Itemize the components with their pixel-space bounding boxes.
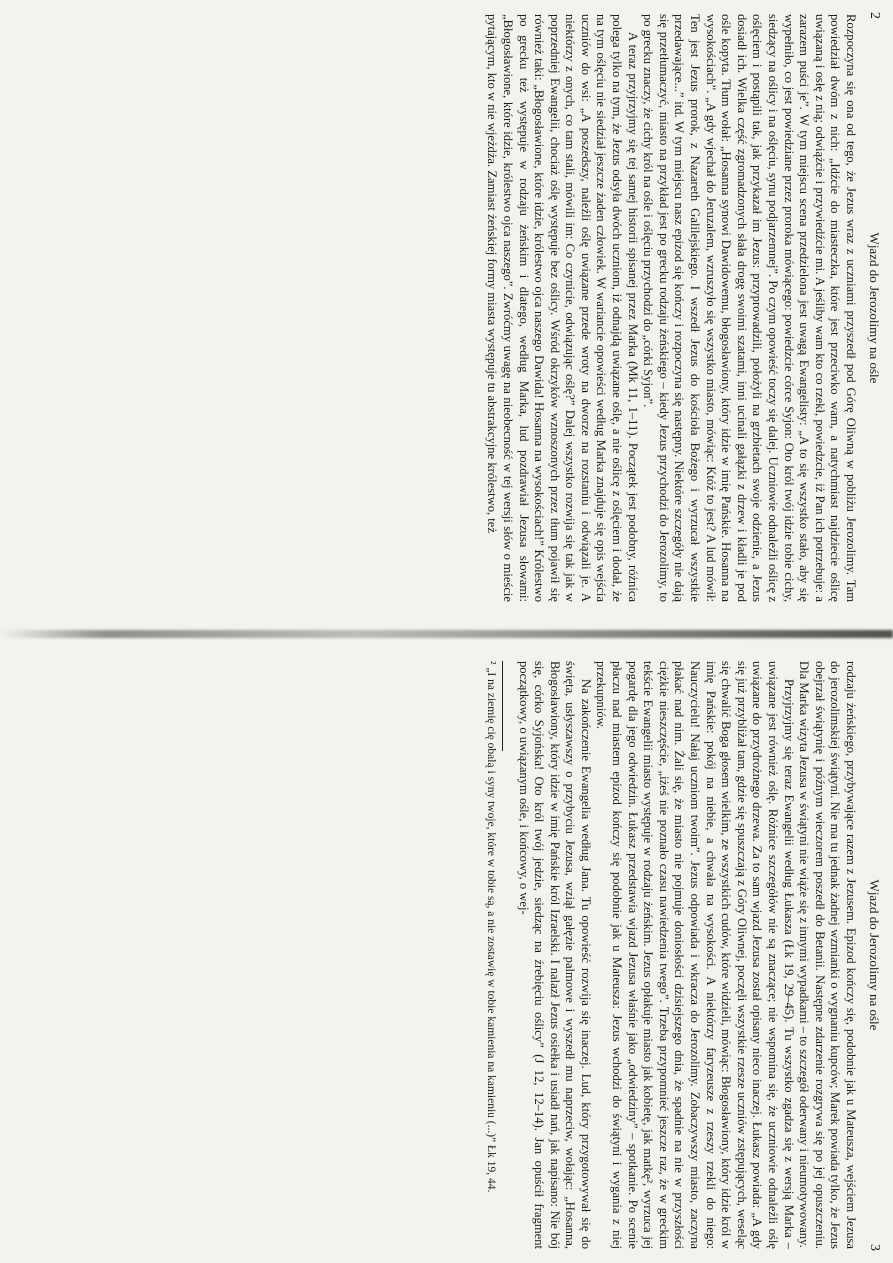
paragraph: A teraz przyjrzyjmy się tej samej historii spisanej przez Marka (Mk 11, 1–11). Początek jest podobny, różnica polega tylko na tym, że Jezus odsyła dwóch uczniom, iż odnajdą uwiązane oślę, a nie oślicę z oślęciem i dodał, że na tym oślęciu nie siedział jeszcze żaden człowiek. W wariancie opowieści według Marka znajduje się opis wejścia uczniów do wsi: „A poszedszy, naleźli oślę uwiązane przede wroty na dworze na rozstaniu i odwiązali je. A niektórzy z onych, co tam stali, mówili im: Co czynicie, odwiązując oślę?” Dalej wszystko rozwija się tak jak w poprzedniej Ewangelii, chociaż oślę występuje bez oślicy. Wśród okrzyków wznoszonych przez tłum pojawił się również taki: „Błogosławione, które idzie, królestwo ojca naszego Dawida! Hosanna na wysokościach!” Królestwo po grecku też występuje w rodzaju żeńskim i dlatego, według Marka, lud pozdrawiał Jezusa słowami: „Błogosławione, które idzie, królestwo ojca naszego”. Zwróćmy uwagę na nieobecność w tej wersji słów o mieście pytającym, kto w nie wjeżdża. Zamiast żeńskiej formy miasta występuje tu abstrakcyjne królestwo, też bbox=[485, 14, 640, 602]
paragraph: Rozpoczyna się ona od tego, że Jezus wraz z uczniami przyszedł pod Górę Oliwną w pobliżu Jerozolimy. Tam powiedział dwóm z nich: „Idźcie do miasteczka, które jest przeciwko wam, a natychmiast najdziecie oślicę uwiązaną i osłę z nią; odwiążcie i przywiedźcie mi. A jeśliby wam kto co rzekł, powiedzcie, iż Pan ich potrzebuje: a zarazem puści je”. W tym miejscu scena przedzielona jest uwagą Ewangelisty: „A to się wszystko stało, aby się wypełniło, co jest powiedziane przez proroka mówiącego: powiedzcie córce Syjon: Oto król twój idzie tobie cichy, siedzący na oślicy i na oślęciu, synu podjarzemnej”. Po czym opowieść toczy się dalej. Uczniowie odnaleźli oślicę z oślęciem i postąpili tak, jak przykazał im Jezus: przyprowadzili, położyli na grzbietach swoje odzienie, a Jezus dosiadł ich. Wielka część zgromadzonych słała drogę swoimi szatami, inni ucinali gałązki z drzew i kładli je pod ośle kopyta. Tłum wołał: „Hosanna synowi Dawidowemu, błogosławiony, który idzie w imię Pańskie. Hosanna na wysokościach”. „A gdy wjechał do Jeruzalem, wzruszyło się wszystko miasto, mówiąc: Któż to jest? A lud mówił: Ten jest Jezus prorok, z Nazareth Galilejskiego. I wszedł Jezus do kościoła Bożego i wyrzucał wszystkie przedawające...” itd. W tym miejscu nasz epizod się kończy i rozpoczyna się następny. Niektóre szczegóły nie dają się przetłumaczyć, miasto na przykład jest po grecku rodzaju żeńskiego – kiedy Jezus przychodzi do Jerozolimy, to po grecku znaczy, że cichy król na ośle i oślęciu przychodzi do „córki Syjon”. bbox=[641, 14, 858, 602]
footnote: ² „I na ziemię cię obalą i syny twoje, które w tobie są, a nie zostawię w tobie kamienia na kamieniu (...)” Łk 19, 44. bbox=[484, 661, 497, 1193]
page-fold-shadow bbox=[0, 630, 893, 638]
running-title: Wjazd do Jerozolimy na ośle bbox=[867, 232, 882, 384]
page-number: 2 bbox=[867, 12, 882, 19]
paragraph: Przyjrzyjmy się teraz Ewangelii według Łukasza (Łk 19, 29–45). Tu wszystko zgadza się z wersją Marka – uwiązane jest również oślę. Różnice szczegółów nie są znaczące; nie wspomina się, że uczniowie odnaleźli oślę uwiązane do przydrożnego drzewa. Za to sam wjazd Jezusa został opisany nieco inaczej. Łukasz powiada: „A gdy się już przybliżał tam, gdzie się spuszczają z Góry Oliwnej, poczęli wszystkie rzesze uczniów zstępujących, weseląc się chwalić Boga głosem wielkim, ze wszystkich cudów, które widzieli, mówiąc: Błogosławiony, który idzie król w imię Pańskie: pokój na niebie, a chwała na wysokości. A niektórzy faryzeusze z rzeszy rzekli do niego: Nauczycielu! Nałaj uczniom twoim”. Jezus odpowiada i wkracza do Jerozolimy. Zobaczywszy miasto, zaczyna płakać nad nim. Żali się, że miasto nie pojmuje doniosłości dzisiejszego dnia, że spadnie na nie w przyszłości ciężkie nieszczęście, „iżeś nie poznało czasu nawiedzenia twego”. Trzeba przypomnieć jeszcze raz, że w greckim tekście Ewangelii miasto występuje w rodzaju żeńskim. Jezus opłakuje miasto jak kobietę, jak matkę², wyrzuca jej pogardę dla jego odwiedzin. Łukasz przedstawia wjazd Jezusa właśnie jako „odwiedziny” – spotkanie. Po scenie płaczu nad miastem epizod kończy się podobnie jak u Mateusza: Jezus wchodzi do świątyni i wygania z niej przekupniów. bbox=[594, 661, 796, 1249]
running-title: Wjazd do Jerozolimy na ośle bbox=[867, 879, 882, 1031]
page-body bbox=[484, 8, 858, 608]
left-page bbox=[148, 8, 888, 608]
page-body bbox=[515, 655, 858, 1255]
page-header bbox=[858, 8, 888, 608]
page-number: 3 bbox=[867, 1244, 882, 1251]
right-page bbox=[148, 655, 888, 1255]
paragraph: rodzaju żeńskiego, przybywające razem z Jezusem. Epizod kończy się, podobnie jak u Mateusza, wejściem Jezusa do jerozolimskiej świątyni. Nie ma tu jednak żadnej wzmianki o wygnaniu kupców; Marek powiada tylko, że Jezus obejrzał świątynię i późnym wieczorem poszedł do Betanii. Następne zdarzenie rozgrywa się po jej opuszczeniu. Dla Marka wizyta Jezusa w świątyni nie wiąże się z innymi wypadkami – to szczegół oderwany i nieumotywowany. bbox=[797, 661, 858, 1249]
footnote-divider bbox=[502, 661, 503, 751]
paragraph: Na zakończenie Ewangelia według Jana. Tu opowieść rozwija się inaczej. Lud, który przygotowywał się do święta, usłyszawszy o przybyciu Jezusa, wziął gałęzie palmowe i wyszedł mu naprzeciw, wołając: „Hosanna, Błogosławiony, który idzie w imię Pańskie król Izraelski. I nalazł Jezus osiełka i usiadł nań, jak napisano: Nie bój się, córko Syjońska! Oto król twój jedzie, siedząc na źrebięciu oślicy” (J 12, 12–14). Jan opuścił fragment początkowy, o uwiązanym ośle, i końcowy, o wej- bbox=[516, 661, 593, 1249]
page-header bbox=[858, 655, 888, 1255]
